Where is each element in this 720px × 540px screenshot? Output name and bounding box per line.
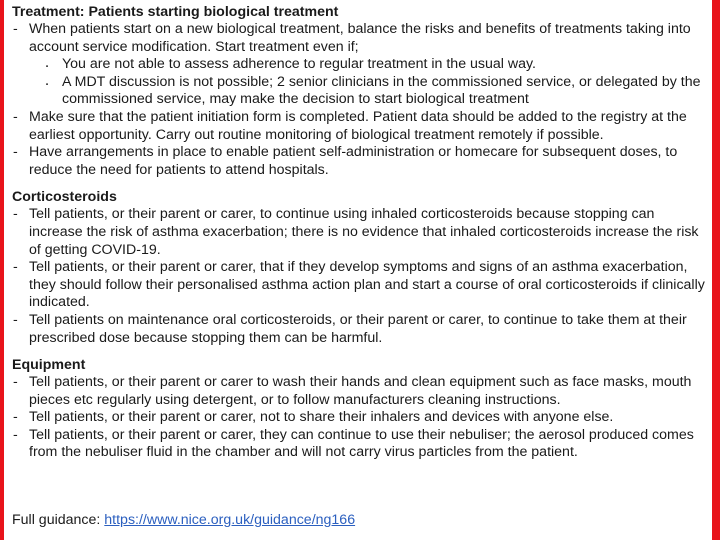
sub-list-item [40, 74, 706, 109]
list-item [12, 109, 706, 144]
list-item [12, 206, 706, 259]
document-page [4, 0, 712, 540]
dash-marker: - [13, 426, 18, 443]
dash-marker: - [13, 259, 18, 276]
footer-label: Full guidance: [12, 512, 105, 528]
list-item-text: When patients start on a new biological treatment, balance the risks and benefits of treatments taking into account service modification. Start treatment even if; [29, 21, 691, 55]
dash-marker: - [13, 206, 18, 223]
sub-bullet-marker: . [45, 58, 49, 71]
section-heading: Corticosteroids [12, 189, 117, 206]
dash-marker: - [13, 374, 18, 391]
list-item-text: Make sure that the patient initiation form is completed. Patient data should be added to the registry at the earliest opportunity. Carry out routine monitoring of biological treatment remotely if possible. [29, 108, 687, 143]
list-item [12, 312, 706, 347]
section-corticosteroids [12, 189, 706, 347]
list-item-text: Tell patients, or their parent or carer, that if they develop symptoms and signs of an asthma exacerbation, they should follow their personalised asthma action plan and start a course of oral corticosteroids if clinically indicated. [29, 259, 705, 311]
list-item [12, 374, 706, 409]
sub-list-item-text: A MDT discussion is not possible; 2 senior clinicians in the commissioned service, or delegated by the commissioned service, may make the decision to start biological treatment [62, 73, 701, 108]
list-item-text: Tell patients on maintenance oral corticosteroids, or their parent or carer, to continue to take them at their prescribed dose because stopping them can be harmful. [29, 311, 687, 346]
bullet-list [12, 206, 706, 347]
bullet-list [12, 21, 706, 179]
list-item-text: Tell patients, or their parent or carer, to continue using inhaled corticosteroids because stopping can increase the risk of asthma exacerbation; there is no evidence that inhaled corticosteroids increase the risk of getting COVID-19. [29, 206, 699, 258]
dash-marker: - [13, 409, 18, 426]
bullet-list [12, 374, 706, 462]
section-heading: Treatment: Patients starting biological treatment [12, 4, 339, 20]
list-item-text: Have arrangements in place to enable patient self-administration or homecare for subsequent doses, to reduce the need for patients to attend hospitals. [29, 144, 678, 178]
list-item [12, 427, 706, 462]
list-item-text: Tell patients, or their parent or carer, they can continue to use their nebuliser; the aerosol produced comes from the nebuliser fluid in the chamber and will not carry virus particles from the patient. [29, 426, 694, 461]
dash-marker: - [13, 144, 18, 161]
sub-list-item [40, 56, 706, 74]
list-item-text: Tell patients, or their parent or carer to wash their hands and clean equipment such as face masks, mouth pieces etc regularly using detergent, or to follow manufacturers cleaning instructions. [29, 374, 692, 408]
list-item-text: Tell patients, or their parent or carer, not to share their inhalers and devices with anyone else. [29, 409, 614, 426]
list-item [12, 144, 706, 179]
dash-marker: - [13, 21, 18, 37]
section-equipment [12, 357, 706, 462]
section-heading: Equipment [12, 357, 86, 374]
guidance-link[interactable]: https://www.nice.org.uk/guidance/ng166 [104, 512, 356, 528]
list-item [12, 409, 706, 427]
list-item [12, 259, 706, 312]
sub-bullet-marker: . [45, 75, 49, 88]
section-treatment [12, 4, 706, 179]
sub-list [29, 56, 706, 109]
full-guidance-footer [12, 512, 355, 529]
dash-marker: - [13, 108, 18, 125]
list-item [12, 21, 706, 109]
dash-marker: - [13, 311, 18, 328]
sub-list-item-text: You are not able to assess adherence to regular treatment in the usual way. [62, 56, 536, 73]
